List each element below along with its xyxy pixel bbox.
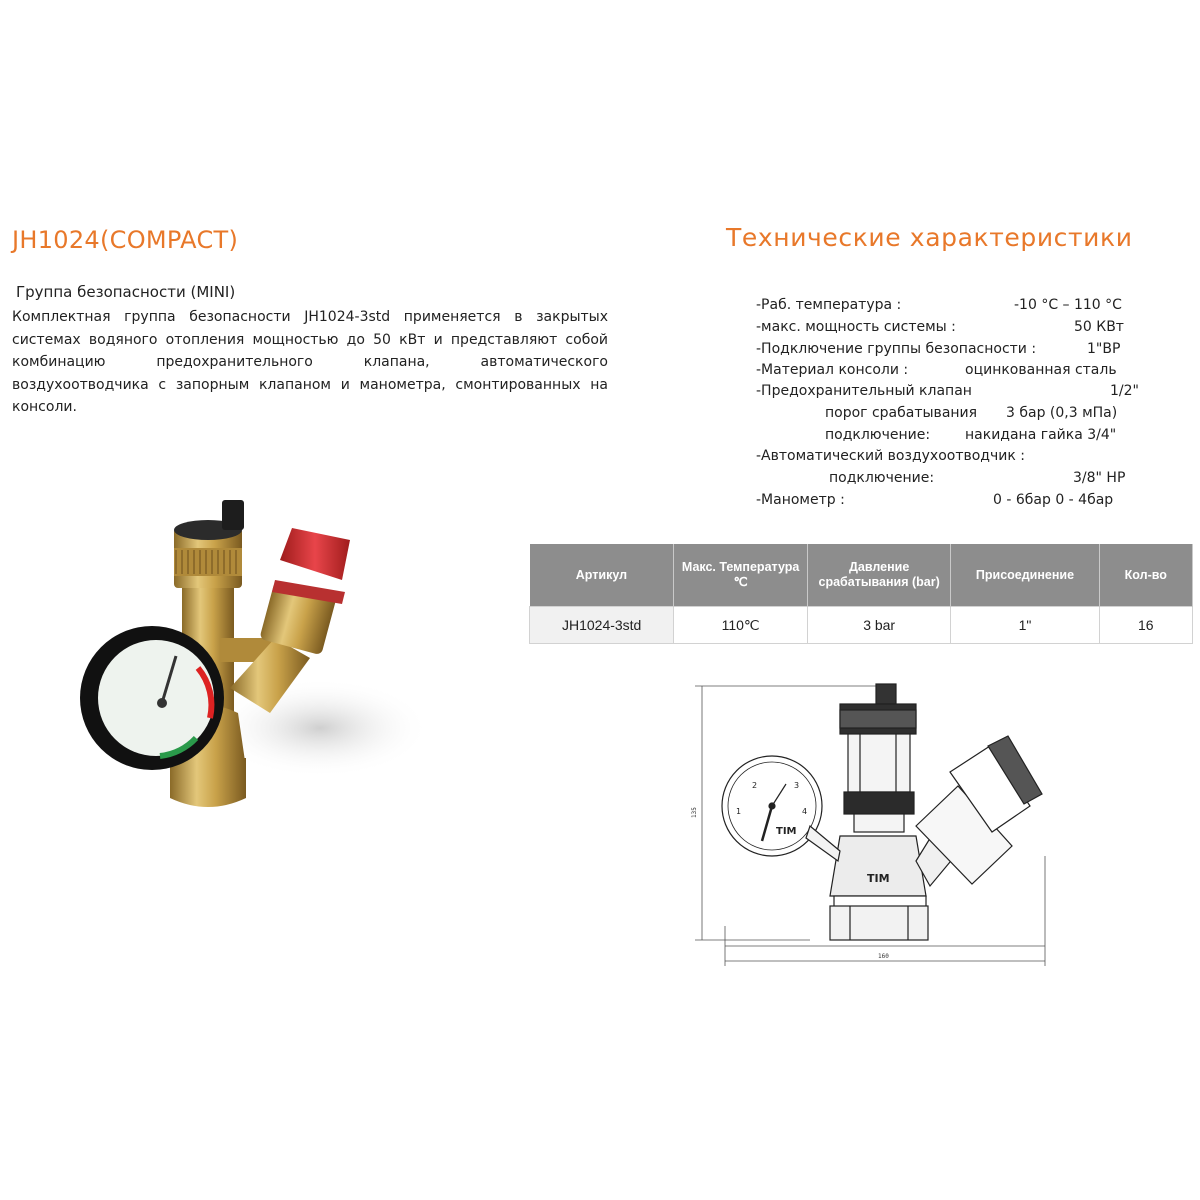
spec-value: 0 - 6бар 0 - 4бар xyxy=(993,492,1114,508)
spec-label: -Материал консоли : xyxy=(756,362,909,378)
svg-text:4: 4 xyxy=(802,807,808,816)
spec-value: -10 °С – 110 °С xyxy=(1014,297,1122,313)
spec-value: 3/8" НР xyxy=(1073,470,1126,486)
spec-value: 3 бар (0,3 мПа) xyxy=(1006,405,1118,421)
spec-value: накидана гайка 3/4" xyxy=(965,427,1117,443)
spec-label: -Подключение группы безопасности : xyxy=(756,341,1037,357)
spec-value: 1/2" xyxy=(1110,383,1139,399)
spec-label: -макс. мощность системы : xyxy=(756,319,956,335)
table-cell: 3 bar xyxy=(807,607,951,644)
product-table xyxy=(529,544,1193,644)
table-header-row xyxy=(530,544,1193,607)
table-cell: 1" xyxy=(951,607,1099,644)
svg-text:2: 2 xyxy=(752,781,758,790)
spec-value: 50 КВт xyxy=(1074,319,1124,335)
height-dimension: 135 xyxy=(691,807,698,818)
table-cell: 110℃ xyxy=(674,607,808,644)
column-header: Присоединение xyxy=(951,544,1099,607)
spec-label: -Предохранительный клапан xyxy=(756,383,972,399)
column-header: Давление срабатывания (bar) xyxy=(807,544,951,607)
technical-drawing xyxy=(690,676,1060,976)
gauge-brand-text: TIM xyxy=(776,826,797,837)
table-cell: JH1024-3std xyxy=(530,607,674,644)
spec-label: подключение: xyxy=(825,427,931,443)
spec-label: -Манометр : xyxy=(756,492,845,508)
body-brand-text: TIM xyxy=(867,872,890,885)
width-dimension: 160 xyxy=(878,953,889,960)
product-title: JH1024(COMPACT) xyxy=(12,226,239,254)
column-header: Артикул xyxy=(530,544,674,607)
spec-label: -Раб. температура : xyxy=(756,297,902,313)
product-subtitle: Группа безопасности (MINI) xyxy=(16,283,236,301)
svg-text:1: 1 xyxy=(736,807,742,816)
spec-label: порог срабатывания xyxy=(825,405,978,421)
spec-label: -Автоматический воздухоотводчик : xyxy=(756,448,1025,464)
spec-value: 1"ВР xyxy=(1087,341,1121,357)
column-header: Кол-во xyxy=(1099,544,1192,607)
product-photo xyxy=(70,488,430,848)
table-cell: 16 xyxy=(1099,607,1192,644)
specs-title: Технические характеристики xyxy=(726,223,1133,252)
table-row xyxy=(530,607,1193,644)
spec-value: оцинкованная сталь xyxy=(965,362,1117,378)
spec-label: подключение: xyxy=(829,470,935,486)
svg-text:3: 3 xyxy=(794,781,800,790)
column-header: Макс. Температура ℃ xyxy=(674,544,808,607)
product-description: Комплектная группа безопасности JH1024-3std применяется в закрытых системах водяного отопления мощностью до 50 кВт и представляют собой комбинацию предохранительного клапана, автоматического воздухоотводчика с запорным клапаном и манометра, смонтированных на консоли. xyxy=(12,309,608,416)
